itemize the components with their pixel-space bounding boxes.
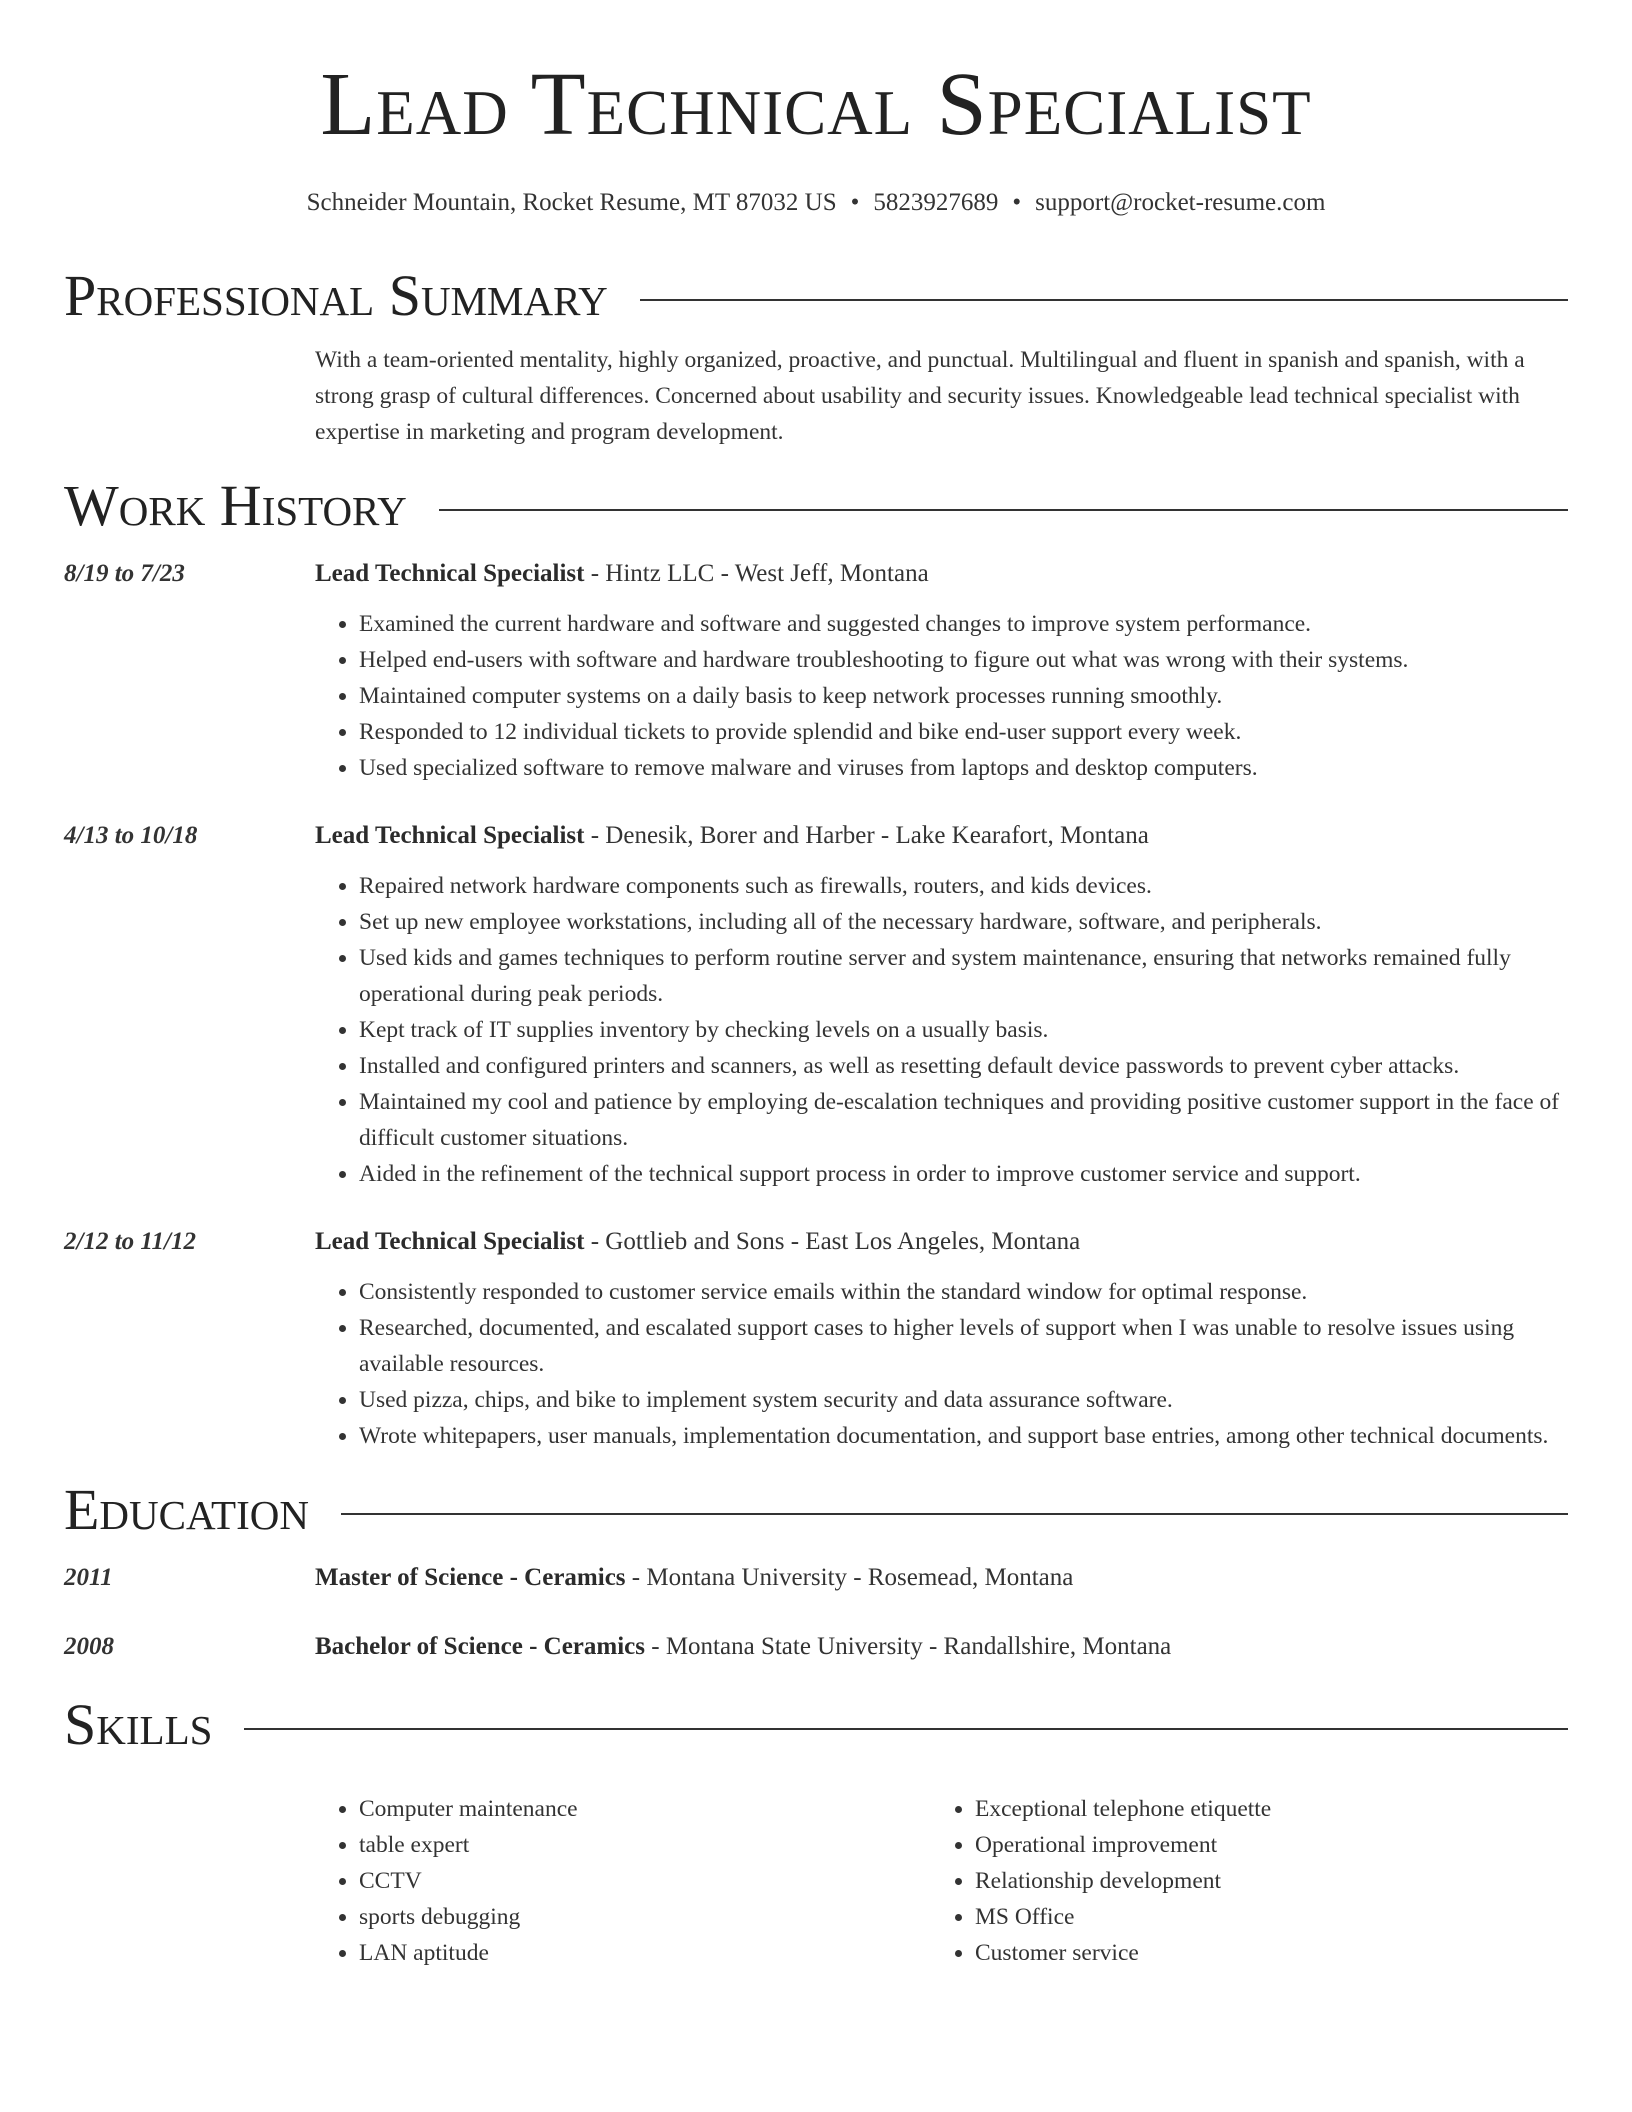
job-dates: 4/13 to 10/18 (64, 822, 198, 849)
job-bullets (315, 1274, 1568, 1454)
section-divider (640, 299, 1568, 301)
skill-item: • Computer maintenance (359, 1791, 931, 1827)
work-history-heading: Work History (64, 473, 407, 538)
education-line (315, 1560, 1073, 1596)
list-item: • Examined the current hardware and software and suggested changes to improve system performance. (359, 606, 1568, 642)
section-divider (244, 1728, 1568, 1730)
skill-item: • CCTV (359, 1863, 931, 1899)
education-degree: Bachelor of Science - Ceramics (315, 1633, 645, 1660)
education-school: - Montana University - Rosemead, Montana (625, 1564, 1074, 1591)
job-title: Lead Technical Specialist (315, 822, 585, 849)
job-header (64, 556, 1568, 592)
job-dates: 8/19 to 7/23 (64, 560, 185, 587)
education-heading: Education (64, 1477, 309, 1542)
contact-separator: • (850, 189, 860, 216)
contact-line (64, 188, 1568, 218)
summary-heading: Professional Summary (64, 263, 608, 328)
education-year: 2011 (64, 1564, 113, 1591)
section-divider (439, 509, 1568, 511)
list-item: • Helped end-users with software and hardware troubleshooting to figure out what was wrong with their systems. (359, 642, 1568, 678)
skills-list-left (315, 1791, 931, 1971)
section-divider (341, 1513, 1568, 1515)
list-item: • Responded to 12 individual tickets to provide splendid and bike end-user support every week. (359, 714, 1568, 750)
summary-section-header (64, 263, 1568, 328)
job-employer: - Denesik, Borer and Harber - Lake Kearafort, Montana (584, 822, 1149, 849)
skill-item: • Operational improvement (975, 1827, 1271, 1863)
education-section-header (64, 1477, 1568, 1542)
contact-phone: 5823927689 (873, 189, 999, 216)
summary-text: With a team-oriented mentality, highly organized, proactive, and punctual. Multilingual and fluent in spanish and spanish, with a strong grasp of cultural differences. Concerned about usability and security issues. Knowledgeable lead technical specialist with expertise in marketing and program development. (315, 347, 1525, 445)
skill-item: • table expert (359, 1827, 931, 1863)
job-entry (64, 818, 1568, 1192)
work-history-section-header (64, 473, 1568, 538)
job-header (64, 818, 1568, 854)
skill-item: • Exceptional telephone etiquette (975, 1791, 1271, 1827)
skills-list-right (931, 1791, 1271, 1971)
education-school: - Montana State University - Randallshire, Montana (645, 1633, 1172, 1660)
contact-address: Schneider Mountain, Rocket Resume, MT 87032 US (306, 189, 837, 216)
job-title-line (315, 556, 929, 592)
list-item: • Kept track of IT supplies inventory by checking levels on a usually basis. (359, 1012, 1568, 1048)
skills-heading: Skills (64, 1692, 213, 1757)
skill-item: • LAN aptitude (359, 1935, 931, 1971)
list-item: • Installed and configured printers and scanners, as well as resetting default device passwords to prevent cyber attacks. (359, 1048, 1568, 1084)
contact-email: support@rocket-resume.com (1035, 189, 1326, 216)
job-employer: - Gottlieb and Sons - East Los Angeles, Montana (584, 1228, 1081, 1255)
skill-item: • sports debugging (359, 1899, 931, 1935)
job-entry (64, 1224, 1568, 1454)
list-item: • Used kids and games techniques to perform routine server and system maintenance, ensuring that networks remained fully operational during peak periods. (359, 940, 1568, 1012)
job-bullets (315, 868, 1568, 1192)
job-entry (64, 556, 1568, 786)
list-item: • Used specialized software to remove malware and viruses from laptops and desktop computers. (359, 750, 1568, 786)
education-line (315, 1629, 1171, 1665)
education-entry (64, 1560, 1568, 1596)
skills-section-header (64, 1692, 1568, 1757)
resume-page (64, 0, 1568, 1971)
job-title-line (315, 818, 1149, 854)
resume-name: Lead Technical Specialist (320, 55, 1312, 154)
education-entry (64, 1629, 1568, 1665)
list-item: • Set up new employee workstations, including all of the necessary hardware, software, and peripherals. (359, 904, 1568, 940)
job-header (64, 1224, 1568, 1260)
skill-item: • MS Office (975, 1899, 1271, 1935)
list-item: • Aided in the refinement of the technical support process in order to improve customer service and support. (359, 1156, 1568, 1192)
education-degree: Master of Science - Ceramics (315, 1564, 626, 1591)
list-item: • Consistently responded to customer service emails within the standard window for optimal response. (359, 1274, 1568, 1310)
job-title: Lead Technical Specialist (315, 1228, 585, 1255)
job-bullets (315, 606, 1568, 786)
job-title: Lead Technical Specialist (315, 560, 585, 587)
list-item: • Used pizza, chips, and bike to implement system security and data assurance software. (359, 1382, 1568, 1418)
list-item: • Repaired network hardware components such as firewalls, routers, and kids devices. (359, 868, 1568, 904)
list-item: • Wrote whitepapers, user manuals, implementation documentation, and support base entries, among other technical documents. (359, 1418, 1568, 1454)
skill-item: • Customer service (975, 1935, 1271, 1971)
job-employer: - Hintz LLC - West Jeff, Montana (584, 560, 929, 587)
skill-item: • Relationship development (975, 1863, 1271, 1899)
list-item: • Researched, documented, and escalated support cases to higher levels of support when I was unable to resolve issues using available resources. (359, 1310, 1568, 1382)
education-year: 2008 (64, 1633, 114, 1660)
list-item: • Maintained my cool and patience by employing de-escalation techniques and providing positive customer support in the face of difficult customer situations. (359, 1084, 1568, 1156)
contact-separator: • (1012, 189, 1022, 216)
job-title-line (315, 1224, 1080, 1260)
skills-columns (315, 1791, 1568, 1971)
job-dates: 2/12 to 11/12 (64, 1228, 196, 1255)
list-item: • Maintained computer systems on a daily basis to keep network processes running smoothly. (359, 678, 1568, 714)
